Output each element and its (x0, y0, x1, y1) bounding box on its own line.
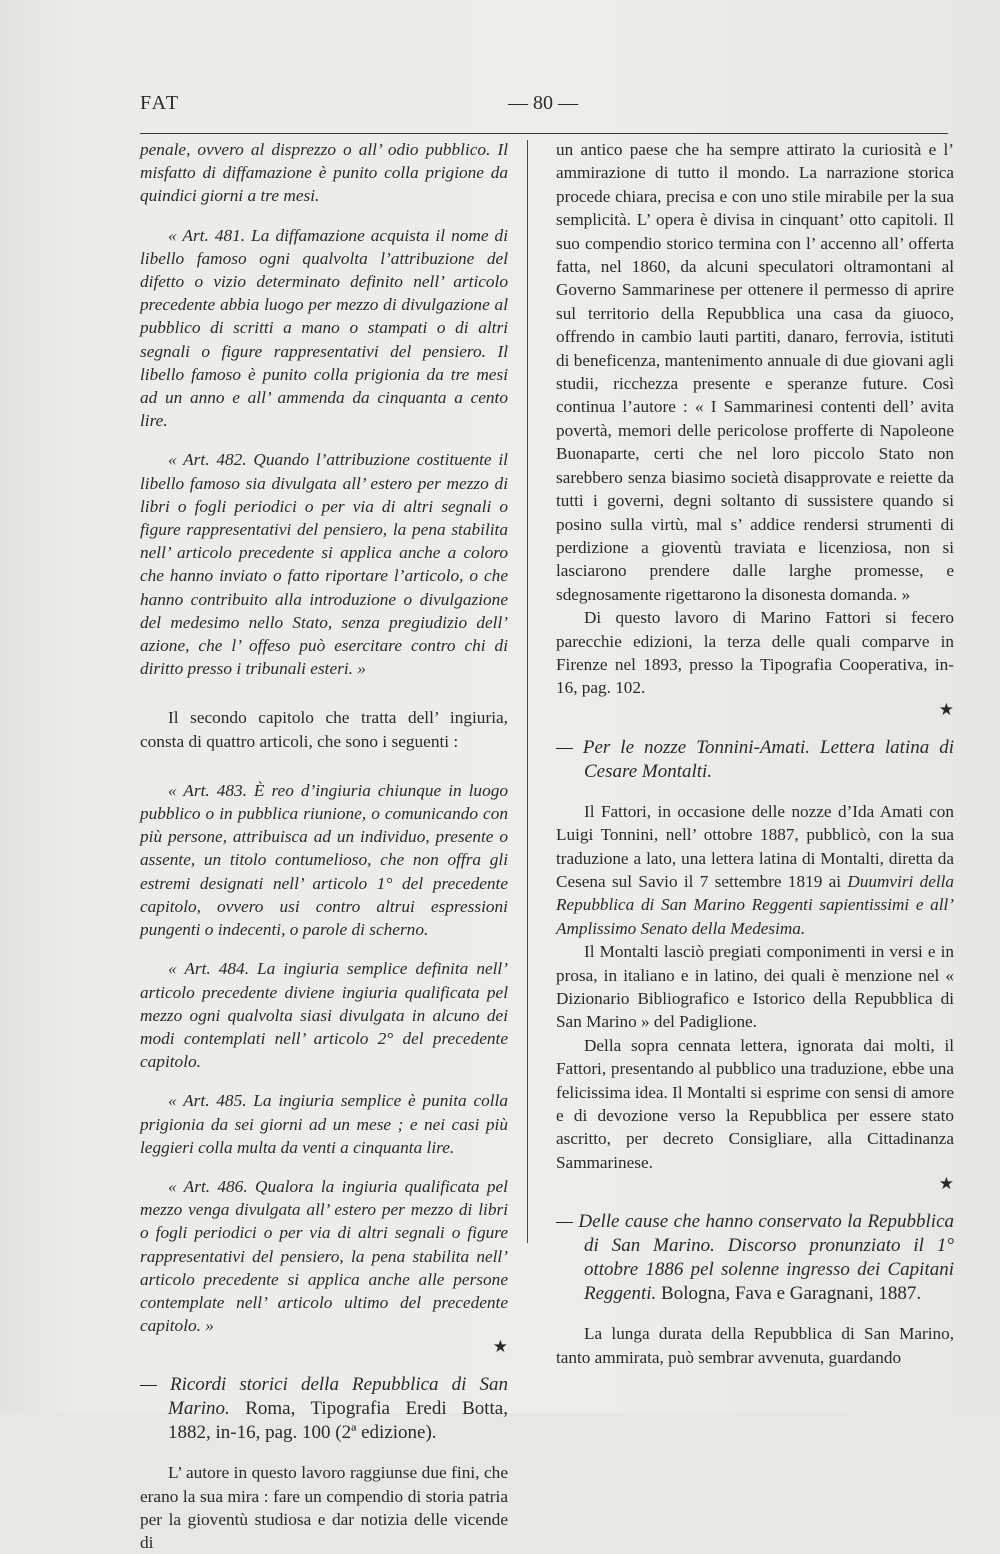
entry-title: — Delle cause che hanno conservato la Repubblica di San Marino. Discorso pronunziato il 1° ottobre 1886 pel solenne ingresso dei Capitani Reggenti. (556, 1211, 954, 1305)
entry-imprint: Bologna, Fava e Garagnani, 1887. (656, 1283, 922, 1305)
article-482: « Art. 482. Quando l’attribuzione costituente il libello famoso sia divulgata all’ estero per mezzo di libri o fogli periodici o per via di altri segnali o figure rappresentativi del pensiero, la pena stabilita nell’ articolo precedente si applica anche a coloro che hanno inviato o fatto riportare l’articolo, o che hanno contribuito alla introduzione o divulgazione del medesimo nello Stato, senza pregiudizio dell’ azione, che l’ offeso può esercitare contro chi di diritto presso i tribunali esteri. » (140, 450, 508, 679)
right-paragraph: Di questo lavoro di Marino Fattori si fecero parecchie edizioni, la terza delle quali comparve in Firenze nel 1893, presso la Tipografia Cooperativa, in-16, pag. 102. (556, 608, 954, 698)
article-483: « Art. 483. È reo d’ingiuria chiunque in luogo pubblico o in pubblica riunione, o comunicando con più persone, attribuisca ad un individuo, presente o assente, un titolo contumelioso, che non offra gli estremi designati nell’ articolo 1° del precedente capitolo, ovvero usi contro altrui espressioni pungenti o indecenti, o parole di scherno. (140, 780, 508, 940)
left-paragraph: Il secondo capitolo che tratta dell’ ingiuria, consta di quattro articoli, che sono i seguenti : (140, 708, 508, 751)
star-ornament: ★ (938, 1174, 954, 1194)
article-481: « Art. 481. La diffamazione acquista il nome di libello famoso ogni qualvolta l’attribuzione del difetto o vizio determinato definito nell’ articolo precedente abbia luogo per mezzo di divulgazione al pubblico di scritti a mano o stampati o di altri segnali o figure rappresentativi del pensiero. Il libello famoso è punito colla prigionia da tre mesi ad un anno e all’ ammenda da cinquanta a cento lire. (140, 225, 508, 431)
entry-title: — Ricordi storici della Repubblica di San Marino. (140, 1374, 508, 1420)
header-rule (140, 133, 948, 134)
bibliography-entry (556, 1210, 954, 1306)
star-ornament: ★ (492, 1337, 508, 1357)
bibliography-entry: — Per le nozze Tonnini-Amati. Lettera latina di Cesare Montalti. (556, 736, 954, 782)
entry-imprint: Roma, Tipografia Eredi Botta, 1882, in-16, pag. 100 (2ª edizione). (168, 1398, 508, 1444)
right-paragraph: un antico paese che ha sempre attirato la curiosità e l’ ammirazione di tutto il mondo. La narrazione storica procede chiara, precisa e con uno stile mirabile per la sua semplicità. L’ opera è divisa in cinquant’ otto capitoli. Il suo compendio storico termina con l’ accenno all’ offerta fatta, nel 1860, da alcuni speculatori oltramontani al Governo Sammarinese per ottenere il permesso di aprire sul territorio della Repubblica una casa da giuoco, offrendo in cambio lauti partiti, danaro, ferrovia, istituti di beneficenza, mantenimento annuale di due giovani agli studii, ricchezza presente e speranze future. Così continua l’autore : « I Sammarinesi contenti dell’ avita povertà, memori delle pericolose profferte di Napoleone Buonaparte, certi che nel loro piccolo Stato non sarebbero senza biasimo società disapprovate e reiette da tutti i governi, degni soltanto di sussistere quando si posino sulla virtù, mal s’ addice rendersi strumenti di perdizione a gioventù traviata e licenziosa, non si lasciarono prendere dalle larghe promesse, e sdegnosamente rigettarono la disonesta domanda. » (556, 140, 954, 604)
right-paragraph: La lunga durata della Repubblica di San Marino, tanto ammirata, può sembrar avvenuta, guardando (556, 1324, 954, 1367)
article-484: « Art. 484. La ingiuria semplice definita nell’ articolo precedente diviene ingiuria qualificata pel mezzo ogni qualvolta siasi divulgata in alcuno dei modi contemplati nell’ articolo 2° del precedente capitolo. (140, 959, 508, 1072)
right-paragraph: Il Fattori, in occasione delle nozze d’Ida Amati con Luigi Tonnini, nell’ ottobre 1887, pubblicò, con la sua traduzione a lato, una lettera latina di Montalti, diretta da Cesena sul Savio il 7 settembre 1819 ai Duumviri della Repubblica di San Marino Reggenti sapientissimi e all’ Amplissimo Senato della Medesima. (556, 801, 955, 938)
right-column (556, 138, 954, 1369)
running-head: FAT (140, 92, 181, 114)
left-column (140, 138, 508, 1554)
column-divider (527, 140, 528, 1243)
page-number: — 80 — (508, 92, 578, 114)
bibliography-entry (140, 1373, 508, 1445)
left-paragraph: L’ autore in questo lavoro raggiunse due fini, che erano la sua mira : fare un compendio di storia patria per la gioventù studiosa e dar notizia delle vicende di (140, 1463, 508, 1552)
left-paragraph: penale, ovvero al disprezzo o all’ odio pubblico. Il misfatto di diffamazione è punito colla prigione da quindici giorni a tre mesi. (140, 140, 508, 206)
article-486: « Art. 486. Qualora la ingiuria qualificata pel mezzo venga divulgata all’ estero per mezzo di libri o fogli periodici o per via di altri segnali o figure rappresentativi del pensiero, la pena stabilita nell’ articolo precedente si applica anche alle persone contemplate nell’ articolo ultimo del precedente capitolo. » (140, 1176, 508, 1336)
right-paragraph: Il Montalti lasciò pregiati componimenti in versi e in prosa, in italiano e in latino, dei quali è menzione nel « Dizionario Bibliografico e Istorico della Repubblica di San Marino » del Padiglione. (556, 942, 954, 1032)
page-header (140, 92, 950, 122)
star-ornament: ★ (938, 699, 954, 719)
article-485: « Art. 485. La ingiuria semplice è punita colla prigionia da sei giorni ad un mese ; e nei casi più leggieri colla multa da venti a cinquanta lire. (140, 1091, 508, 1157)
right-paragraph: Della sopra cennata lettera, ignorata dai molti, il Fattori, presentando al pubblico una traduzione, ebbe una felicissima idea. Il Montalti si esprime con sensi di amore e di devozione verso la Repubblica per essere stato ascritto, per decreto Consigliare, alla Cittadinanza Sammarinese. (556, 1035, 954, 1172)
